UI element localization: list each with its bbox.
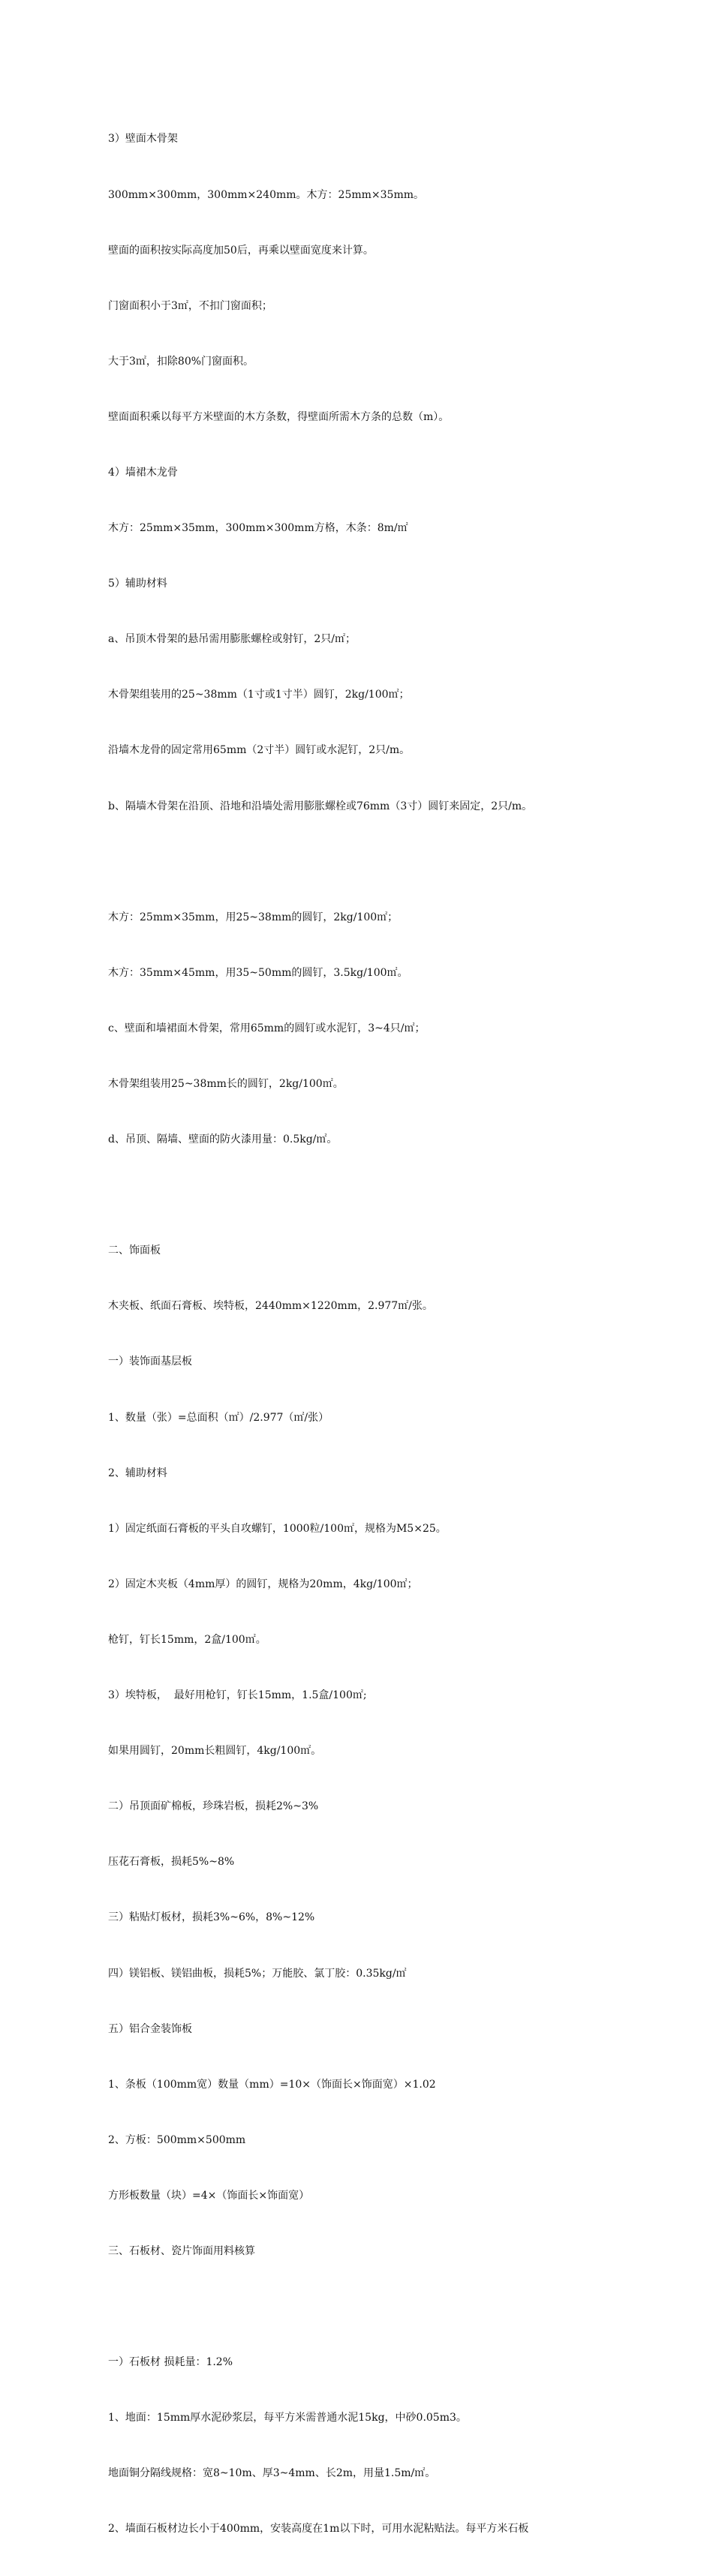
text-line: d、吊顶、隔墙、壁面的防火漆用量：0.5kg/㎡。 [108, 1133, 338, 1146]
text-line: 3）埃特板， 最好用枪钉，钉长15mm，1.5盒/100㎡; [108, 1689, 367, 1702]
text-line: 木方：25mm×35mm，300mm×300mm方格，木条：8m/㎡ [108, 522, 408, 535]
text-line: 壁面面积乘以每平方米壁面的木方条数，得壁面所需木方条的总数（m）。 [108, 410, 450, 423]
text-line: 五）铝合金装饰板 [108, 2022, 192, 2035]
text-line: 三）粘贴灯板材，损耗3%~6%，8%~12% [108, 1911, 315, 1924]
text-line: 大于3㎡，扣除80%门窗面积。 [108, 355, 254, 368]
text-line: 4）墙裙木龙骨 [108, 466, 178, 479]
text-line: 木方：35mm×45mm，用35~50mm的圆钉，3.5kg/100㎡。 [108, 966, 408, 979]
text-line: 压花石膏板，损耗5%~8% [108, 1856, 235, 1869]
text-line: 一）装饰面基层板 [108, 1356, 192, 1368]
text-line: 5）辅助材料 [108, 578, 167, 590]
text-line: a、吊顶木骨架的悬吊需用膨胀螺栓或射钉，2只/㎡； [108, 633, 356, 646]
blank-line [108, 2298, 603, 2316]
text-line: 2、墙面石板材边长小于400mm，安装高度在1m以下时，可用水泥粘贴法。每平方米石板 [108, 2523, 529, 2535]
text-line: 如果用圆钉，20mm长粗圆钉，4kg/100㎡。 [108, 1745, 322, 1758]
text-line: 1）固定纸面石膏板的平头自攻螺钉，1000粒/100㎡，规格为M5×25。 [108, 1522, 447, 1535]
text-line: 木骨架组装用25~38mm长的圆钉，2kg/100㎡。 [108, 1078, 344, 1090]
text-line: 木夹板、纸面石膏板、埃特板，2440mm×1220mm，2.977㎡/张。 [108, 1300, 433, 1313]
section-heading: 三、石板材、瓷片饰面用料核算 [108, 2244, 255, 2257]
text-line: 一）石板材 损耗量：1.2% [108, 2356, 233, 2369]
text-line: b、隔墙木骨架在沿顶、沿地和沿墙处需用膨胀螺栓或76mm（3寸）圆钉来固定，2只/m。 [108, 800, 533, 812]
text-line: 300mm×300mm，300mm×240mm。木方：25mm×35mm。 [108, 188, 425, 201]
text-line: 2、辅助材料 [108, 1467, 167, 1479]
text-line: 2、方板：500mm×500mm [108, 2133, 246, 2146]
text-line: 地面铜分隔线规格：宽8~10m、厚3~4mm、长2m，用量1.5m/㎡。 [108, 2467, 436, 2480]
text-line: 方形板数量（块）=4×（饰面长×饰面宽） [108, 2189, 310, 2202]
text-line: 木方：25mm×35mm，用25~38mm的圆钉，2kg/100㎡； [108, 911, 399, 923]
text-line: 枪钉，钉长15mm，2盒/100㎡。 [108, 1633, 266, 1646]
text-line: 3）壁面木骨架 [108, 133, 178, 146]
text-line: c、壁面和墙裙面木骨架，常用65mm的圆钉或水泥钉，3~4只/㎡； [108, 1022, 426, 1034]
text-line: 壁面的面积按实际高度加50后，再乘以壁面宽度来计算。 [108, 244, 374, 257]
text-line: 1、数量（张）=总面积（㎡）/2.977（㎡/张） [108, 1411, 329, 1424]
text-line: 2）固定木夹板（4mm厚）的圆钉，规格为20mm，4kg/100㎡； [108, 1578, 418, 1590]
section-heading: 二、饰面板 [108, 1244, 161, 1257]
text-line: 木骨架组装用的25~38mm（1寸或1寸半）圆钉，2kg/100㎡； [108, 689, 410, 701]
text-line: 沿墙木龙骨的固定常用65mm（2寸半）圆钉或水泥钉，2只/m。 [108, 744, 411, 757]
text-line: 1、地面：15mm厚水泥砂浆层，每平方米需普通水泥15kg，中砂0.05m3。 [108, 2412, 467, 2424]
text-line: 四）镁铝板、镁铝曲板，损耗5%；万能胶、氯丁胶：0.35kg/㎡ [108, 1967, 407, 1980]
text-line: 门窗面积小于3㎡，不扣门窗面积； [108, 299, 272, 312]
text-line: 1、条板（100mm宽）数量（mm）=10×（饰面长×饰面宽）×1.02 [108, 2078, 436, 2091]
blank-line [108, 853, 603, 872]
document-body [108, 93, 603, 2576]
blank-line [108, 1186, 603, 1205]
text-line: 二）吊顶面矿棉板，珍珠岩板，损耗2%~3% [108, 1800, 319, 1813]
